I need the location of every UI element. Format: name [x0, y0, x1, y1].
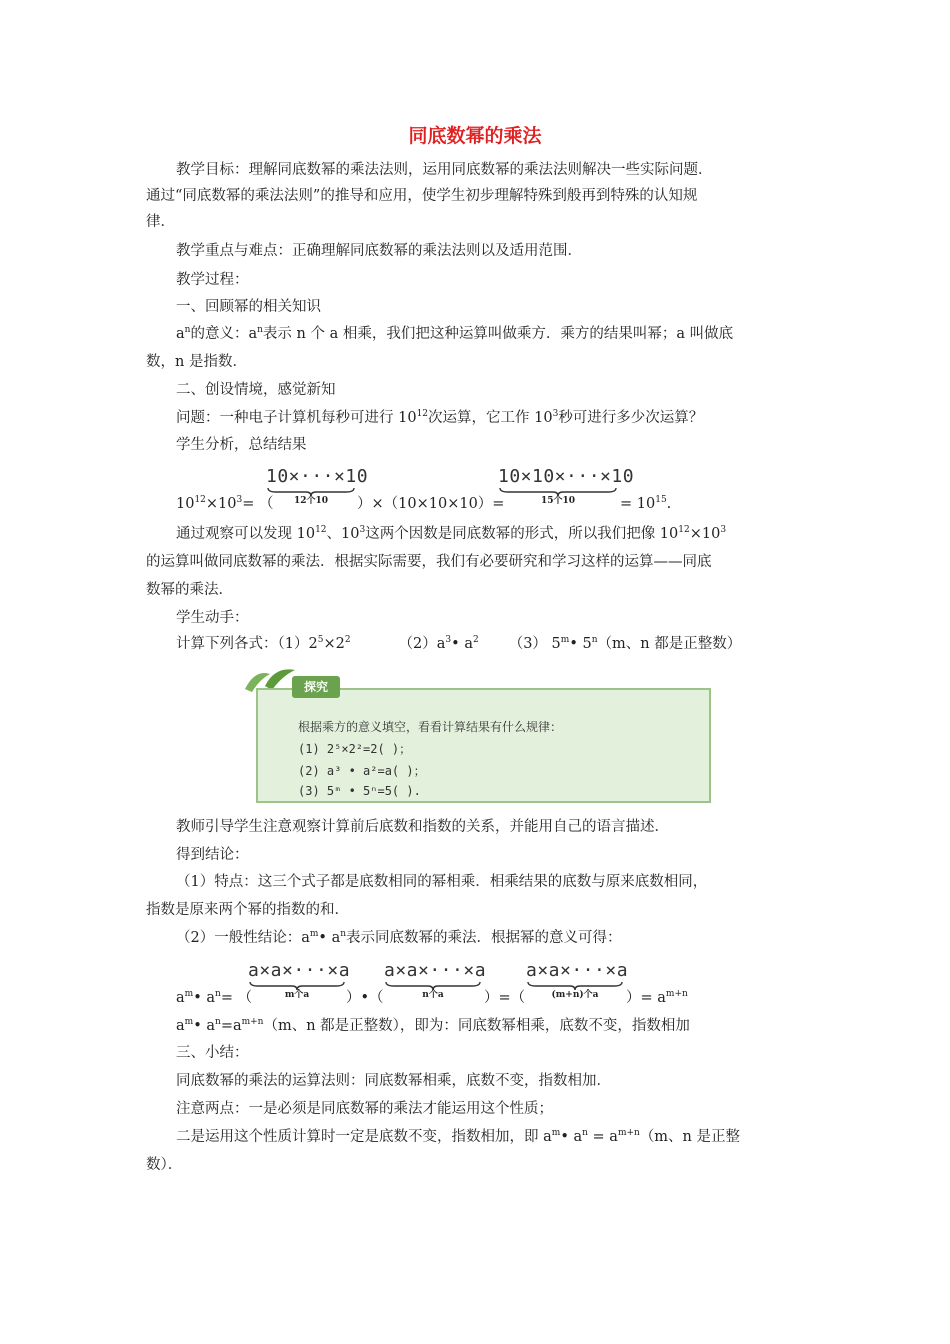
section-3-heading: 三、小结： [176, 1045, 249, 1061]
note-1: 注意两点：一是必须是同底数幂的乘法才能运用这个性质； [176, 1101, 553, 1117]
note-2: 二是运用这个性质计算时一定是底数不变，指数相加，即 $a^m•$ $a^n = a^{m+n}(m$、n 是正整 [176, 1128, 741, 1145]
equation-lhs: $10^{12}\times 10^3=$ （ [176, 495, 274, 512]
brace-group-n [384, 960, 487, 1000]
equation-mid: ）×（10×10×10）= [357, 496, 505, 512]
observation-end: 数幂的乘法． [146, 582, 233, 598]
explore-item-2: (2) a³ • a²=a( )； [298, 764, 426, 778]
conclusion-1: （1）特点：这三个式子都是底数相同的幂相乘．相乘结果的底数与原来底数相同， [176, 874, 708, 890]
brace-group-12 [266, 466, 369, 506]
teaching-process: 教学过程： [176, 272, 249, 288]
section-1-heading: 一、回顾幂的相关知识 [176, 299, 321, 315]
general-equation-p1: ）•（ [346, 990, 384, 1006]
explore-prompt: 根据乘方的意义填空，看看计算结果有什么规律： [298, 720, 563, 734]
brace-product: a×a×···×a [248, 960, 351, 981]
power-meaning: $a^n$的意义：$a^n$表示 n 个 a 相乘，我们把这种运算叫做乘方．乘方的结果叫幂；a 叫做底 [176, 325, 734, 342]
conclusion-1-cont: 指数是原来两个幂的指数的和． [146, 902, 349, 918]
conclusion-2: （2）一般性结论：$a^m•$ $a^n$表示同底数幂的乘法．根据幂的意义可得： [176, 929, 622, 946]
brace-group-15 [498, 466, 635, 506]
brace-group-m [248, 960, 351, 1000]
general-equation-lhs: $a^m•$ $a^n=$ （ [176, 989, 253, 1006]
problem-statement: 问题：一种电子计算机每秒可进行 $10^{12}$次运算，它工作 $10^3$秒可进行多少次运算？ [176, 409, 704, 426]
power-meaning-cont: 数，n 是指数． [146, 354, 247, 370]
key-points: 教学重点与难点：正确理解同底数幂的乘法法则以及适用范围． [176, 243, 582, 259]
brace-group-mn [526, 960, 629, 1000]
brace-product: 10×···×10 [266, 466, 369, 487]
explore-tag: 探究 [292, 676, 340, 698]
brace-label: m个a [284, 990, 310, 1000]
brace-label: 15个10 [540, 496, 576, 506]
brace-label: 12个10 [293, 496, 329, 506]
brace-label: (m+n)个a [551, 990, 599, 1000]
student-analysis: 学生分析，总结结果 [176, 437, 307, 453]
teaching-goal-end: 律． [146, 214, 175, 230]
page-title: 同底数幂的乘法 [408, 125, 542, 147]
brace-label: n个a [422, 990, 444, 1000]
equation-rhs: = $10^{15}$. [620, 495, 672, 512]
teaching-goal-cont: 通过“同底数幂的乘法法则”的推导和应用，使学生初步理解特殊到般再到特殊的认知规 [146, 188, 698, 204]
rule-statement: $a^m•$ $a^n=a^{m+n}(m$、n 都是正整数），即为：同底数幂相乘，底数不变，指数相加 [176, 1017, 690, 1034]
brace-product: 10×10×···×10 [498, 466, 635, 487]
explore-item-3: (3) 5ᵐ • 5ⁿ=5( ). [298, 784, 421, 798]
hands-on-heading: 学生动手： [176, 610, 249, 626]
brace-product: a×a×···×a [526, 960, 629, 981]
general-equation-p2: ）=（ [484, 990, 526, 1006]
calc-exercises: 计算下列各式：$(1)2^5\times 2^2$ $(2)a^3•$ $a^2$ （3） 5$^m$• 5$^n$（m、n 都是正整数） [176, 635, 742, 652]
conclusion-heading: 得到结论： [176, 847, 249, 863]
explore-item-1: (1) 2⁵×2²=2( )； [298, 742, 412, 756]
general-equation-rhs: ）= $a^{m+n}$ [626, 989, 688, 1006]
section-2-heading: 二、创设情境，感觉新知 [176, 382, 336, 398]
teacher-guide: 教师引导学生注意观察计算前后底数和指数的关系，并能用自己的语言描述． [176, 819, 669, 835]
observation-cont: 的运算叫做同底数幂的乘法．根据实际需要，我们有必要研究和学习这样的运算——同底 [146, 554, 712, 570]
note-2-cont: 数）． [146, 1157, 183, 1173]
teaching-goal: 教学目标：理解同底数幂的乘法法则，运用同底数幂的乘法法则解决一些实际问题． [176, 162, 713, 178]
observation: 通过观察可以发现 $10^{12}$、$10^3$这两个因数是同底数幂的形式，所以我们把像 $10^{12}\times 10^3$ [176, 525, 727, 542]
brace-product: a×a×···×a [384, 960, 487, 981]
summary-rule: 同底数幂的乘法的运算法则：同底数幂相乘，底数不变，指数相加． [176, 1073, 611, 1089]
